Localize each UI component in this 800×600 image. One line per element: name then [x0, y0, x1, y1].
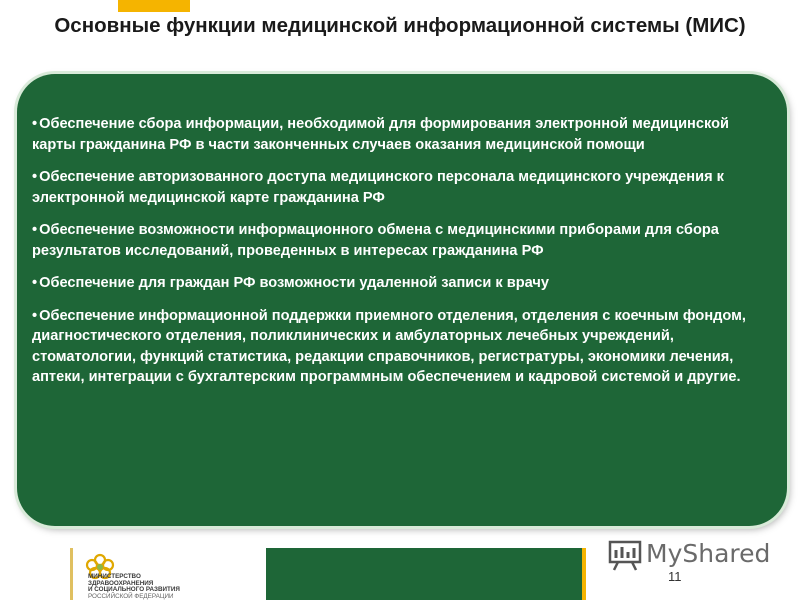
- watermark-text: MyShared: [646, 539, 771, 568]
- bullet-item: [32, 306, 762, 388]
- ministry-line: И СОЦИАЛЬНОГО РАЗВИТИЯ: [88, 586, 180, 593]
- bullet-text: Обеспечение для граждан РФ возможности удаленной записи к врачу: [39, 275, 549, 291]
- bullet-marker: •: [32, 169, 38, 185]
- ministry-name: [88, 574, 208, 600]
- bullet-text: Обеспечение информационной поддержки приемного отделения, отделения с коечным фондом, диагностического отделения, поликлинических и амбулаторных лечебных учреждений, стоматологии, функций статистика, редакции справочников, регистратуры, экономики лечения, аптеки, интеграции с бухгалтерским программным обеспечением и кадровой системой и другие.: [32, 307, 746, 385]
- bullet-text: Обеспечение сбора информации, необходимой для формирования электронной медицинской карты гражданина РФ в части законченных случаев оказания медицинской помощи: [32, 116, 729, 153]
- bullet-list: [32, 114, 762, 400]
- footer-green-block: [266, 548, 586, 600]
- ministry-line: РОССИЙСКОЙ ФЕДЕРАЦИИ: [88, 592, 174, 600]
- bullet-item: [32, 167, 762, 208]
- ministry-line: МИНИСТЕРСТВО: [88, 573, 141, 580]
- page-number: 11: [668, 569, 682, 584]
- bullet-text: Обеспечение возможности информационного обмена с медицинскими приборами для сбора результатов исследований, проведенных в интересах гражданина РФ: [32, 222, 719, 259]
- content-panel: [17, 74, 787, 526]
- slide-title: Основные функции медицинской информационной системы (МИС): [54, 14, 746, 37]
- bullet-marker: •: [32, 307, 38, 324]
- bullet-item: [32, 114, 762, 155]
- bullet-marker: •: [32, 116, 38, 132]
- bullet-marker: •: [32, 275, 38, 291]
- bullet-marker: •: [32, 222, 38, 238]
- bullet-text: Обеспечение авторизованного доступа медицинского персонала медицинского учреждения к электронной медицинской карте гражданина РФ: [32, 169, 724, 206]
- bullet-item: [32, 220, 762, 261]
- bullet-item: [32, 273, 762, 294]
- top-accent-bar: [118, 0, 190, 12]
- ministry-line: ЗДРАВООХРАНЕНИЯ: [88, 579, 154, 587]
